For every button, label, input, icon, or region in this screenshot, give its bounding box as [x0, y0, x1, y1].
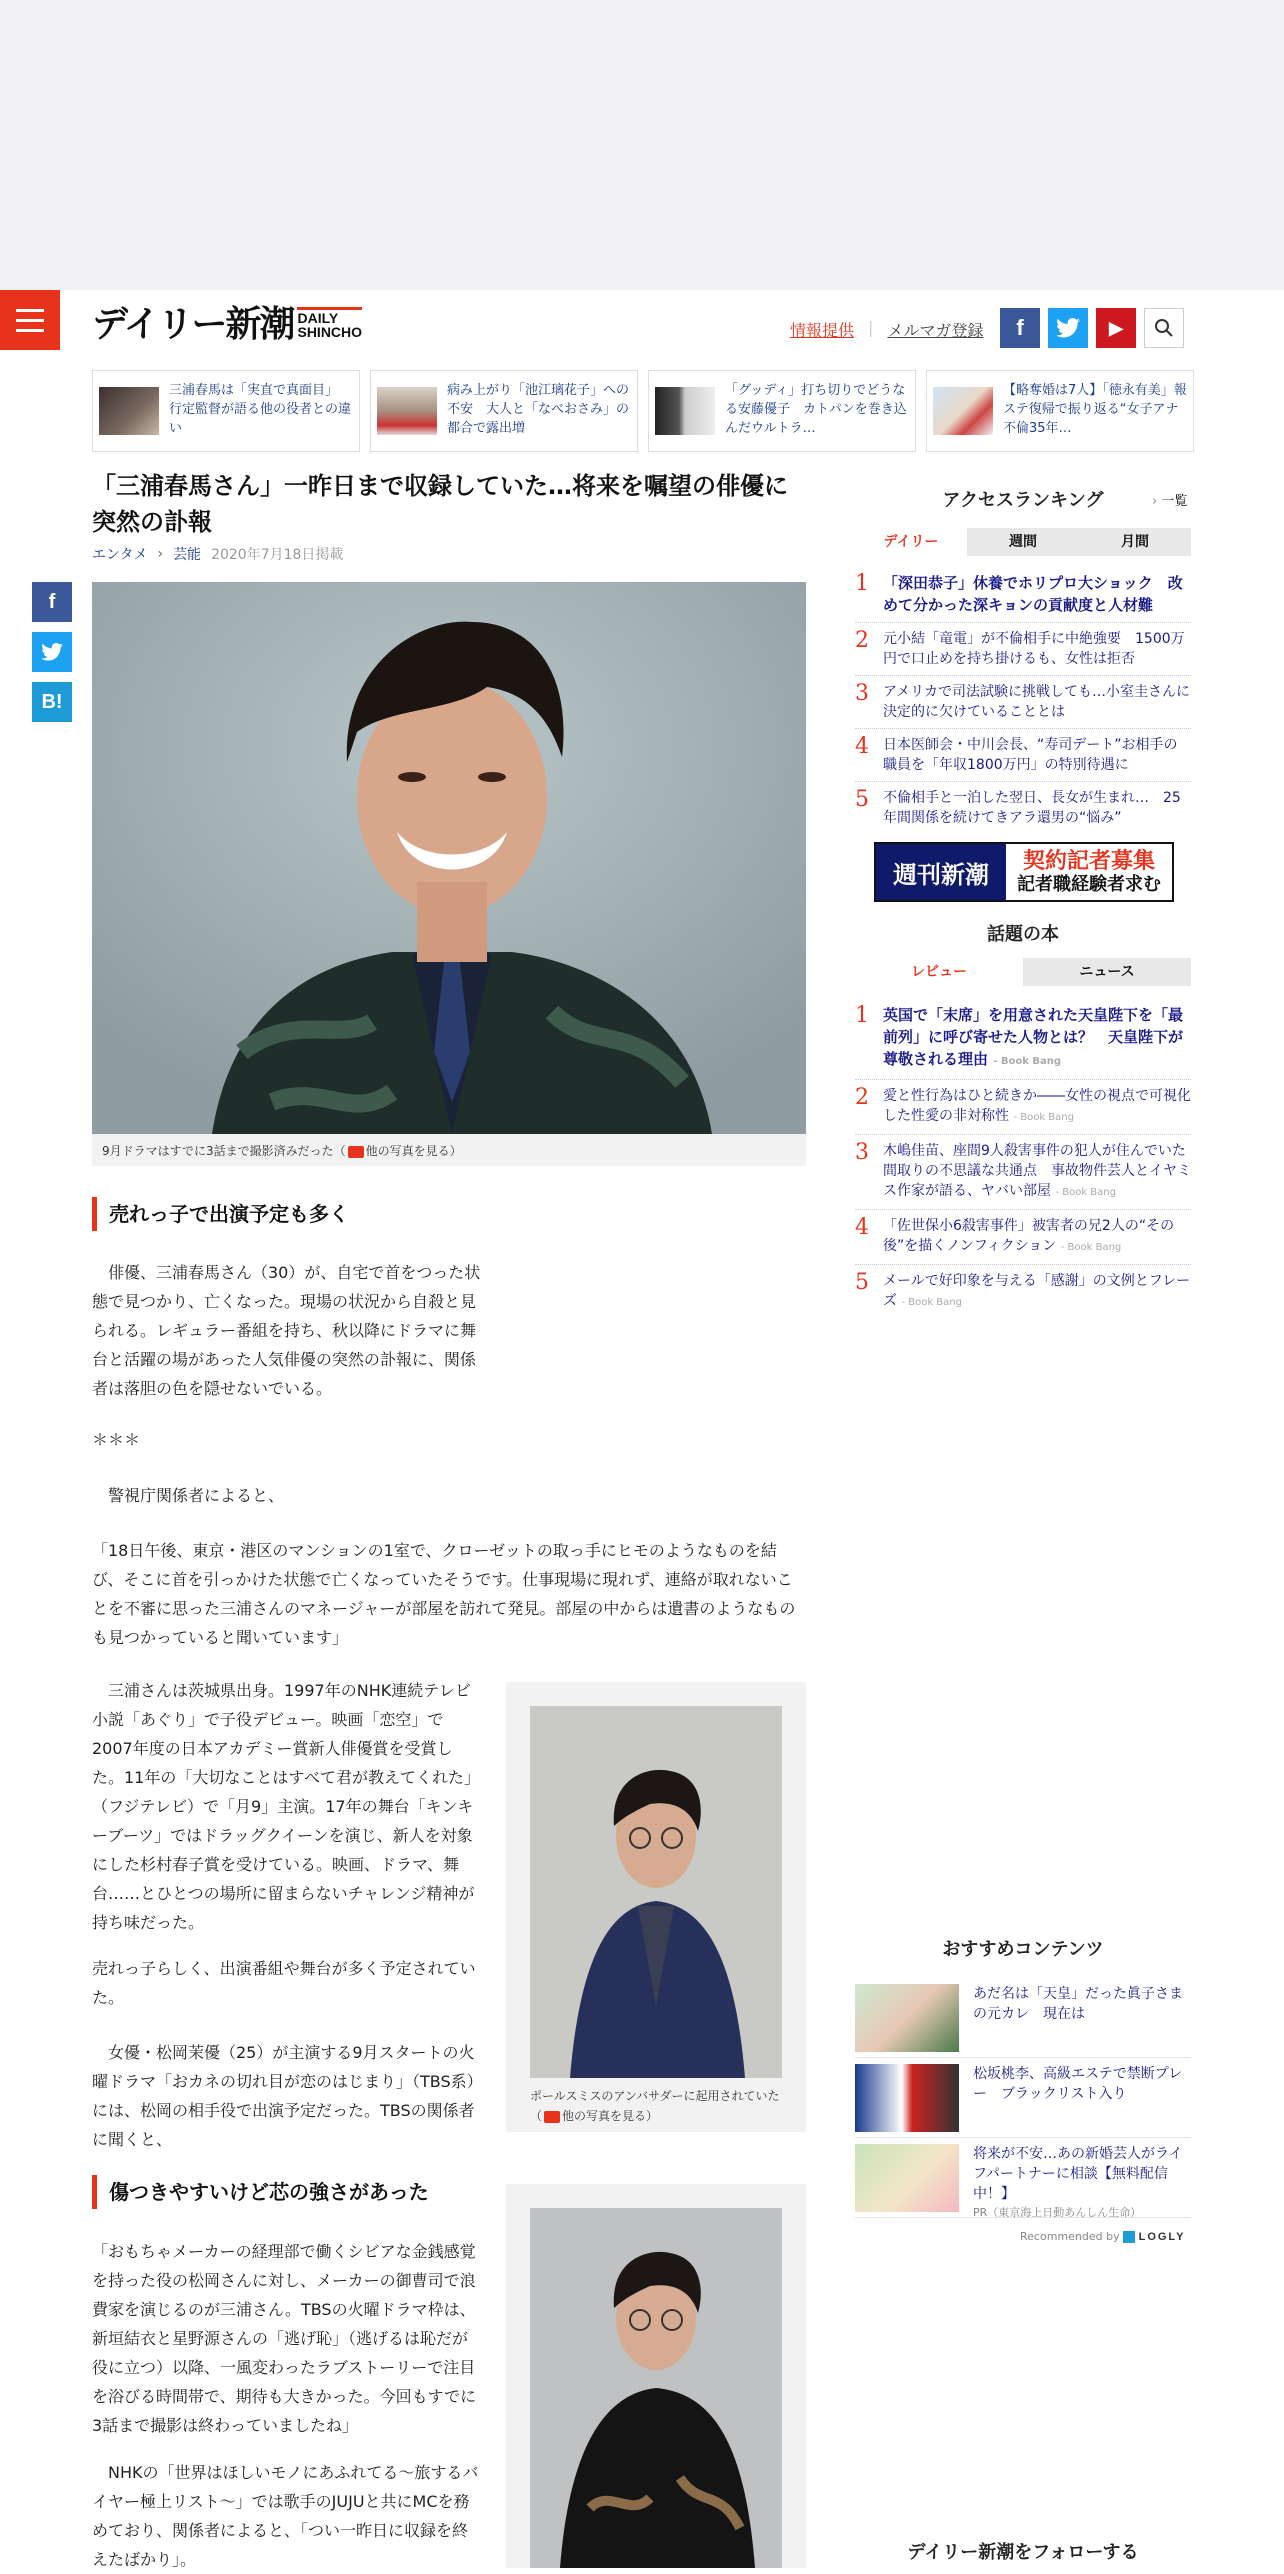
card-thumbnail [99, 387, 159, 435]
tab-news[interactable]: ニュース [1023, 958, 1191, 986]
banner-magazine-name: 週刊新潮 [876, 844, 1006, 900]
paragraph-6: 女優・松岡茉優（25）が主演する9月スタートの火曜ドラマ「おカネの切れ目が恋のはじまり」（TBS系）には、松岡の相手役で出演予定だった。TBSの関係者に聞くと、 [92, 2043, 475, 2149]
tab-daily[interactable]: デイリー [855, 528, 967, 556]
follow-heading: デイリー新潮をフォローする [907, 2542, 1139, 2563]
facebook-share-icon[interactable]: f [32, 582, 72, 622]
youtube-icon[interactable]: ▶ [1096, 308, 1136, 348]
hero-caption: 9月ドラマはすでに3話まで撮影済みだった（ 他の写真を見る） [92, 1134, 806, 1166]
header-links: 情報提供 | メルマガ登録 [790, 318, 984, 340]
logo-en: DAILY SHINCHO [297, 307, 362, 339]
book-item[interactable]: 5 メールで好印象を与える「感謝」の文例とフレーズ - Book Bang [855, 1270, 1191, 1309]
banner-text: 契約記者募集 記者職経験者求む [1017, 848, 1161, 895]
top-card[interactable] [648, 370, 916, 452]
paragraph-2: 警視庁関係者によると、 [92, 1486, 285, 1505]
article-title: 「三浦春馬さん」一昨日まで収録していた…将来を嘱望の俳優に突然の訃報 [92, 472, 788, 536]
book-item[interactable]: 4 「佐世保小6殺害事件」被害者の兄2人の“その後”を描くノンフィクション - Book Bang [855, 1210, 1191, 1265]
hero-photo[interactable] [92, 582, 806, 1134]
pr-label: PR（東京海上日動あんしん生命） [973, 2206, 1142, 2219]
camera-icon[interactable] [544, 2111, 560, 2123]
ranking-title: アクセスランキング [942, 490, 1104, 511]
tab-monthly[interactable]: 月間 [1079, 528, 1191, 556]
ranking-item[interactable]: 5 不倫相手と一泊した翌日、長女が生まれ… 25年間関係を続けてきアラ還男の“悩み” [855, 787, 1181, 826]
logo-jp: デイリー新潮 [92, 303, 294, 345]
paragraph-stars: ＊＊＊ [92, 1430, 141, 1449]
paragraph-7: 「おもちゃメーカーの経理部で働くシビアな金銭感覚を持った役の松岡さんに対し、メーカーの御曹司で浪費家を演じるのが三浦さん。TBSの火曜ドラマ枠は、新垣結衣と星野源さんの「逃げ恥」（逃げるは恥だが役に立つ）以降、一風変わったラブストーリーで注目を浴びる時間帯で、期待も大きかった。今回もすでに3話まで撮影は終わっていましたね」 [92, 2242, 477, 2435]
logly-icon [1123, 2231, 1135, 2243]
search-icon[interactable] [1144, 308, 1184, 348]
figure-1 [506, 1682, 806, 2132]
ranking-list [855, 566, 1191, 834]
tab-review[interactable]: レビュー [855, 958, 1023, 986]
paragraph-5: 売れっ子らしく、出演番組や舞台が多く予定されていた。 [92, 1959, 476, 2007]
hamburger-menu-button[interactable] [0, 290, 60, 350]
top-card[interactable] [370, 370, 638, 452]
figure-1-caption: ポールスミスのアンバサダーに起用されていた（ 他の写真を見る） [530, 2089, 780, 2123]
recommend-item[interactable]: あだ名は「天皇」だった眞子さまの元カレ 現在は [855, 1978, 1191, 2058]
twitter-icon[interactable] [1048, 308, 1088, 348]
ranking-item[interactable]: 3 アメリカで司法試験に挑戦しても…小室圭さんに決定的に欠けていることとは [855, 676, 1191, 729]
site-logo[interactable] [92, 305, 362, 343]
hatena-bookmark-icon[interactable]: B! [32, 682, 72, 722]
mail-magazine-link[interactable]: メルマガ登録 [887, 321, 984, 340]
recommend-title: おすすめコンテンツ [942, 1939, 1104, 1960]
card-thumbnail [655, 387, 715, 435]
breadcrumb-geino[interactable]: 芸能 [173, 547, 202, 563]
recommend-thumbnail [855, 2144, 959, 2212]
recommend-thumbnail [855, 1984, 959, 2052]
camera-icon[interactable] [348, 1146, 364, 1158]
section-heading-2: 傷つきやすいけど芯の強さがあった [92, 2175, 452, 2209]
paragraph-3: 「18日午後、東京・港区のマンションの1室で、クローゼットの取っ手にヒモのようなものを結び、そこに首を引っかけた状態で亡くなっていたそうです。仕事現場に現れず、連絡が取れないことを不審に思った三浦さんのマネージャーが部屋を訪れて発見。部屋の中からは遺書のようなものも見つかっていると聞いています」 [92, 1541, 796, 1647]
tab-weekly[interactable]: 週間 [967, 528, 1079, 556]
top-card[interactable] [92, 370, 360, 452]
top-card[interactable] [926, 370, 1194, 452]
twitter-share-icon[interactable] [32, 632, 72, 672]
chevron-right-icon: › [157, 546, 164, 562]
figure-1-photo[interactable] [530, 1706, 782, 2078]
card-thumbnail [377, 387, 437, 435]
chevron-right-icon: › [1152, 494, 1162, 509]
paragraph-4: 三浦さんは茨城県出身。1997年のNHK連続テレビ小説「あぐり」で子役デビュー。映画「恋空」で2007年度の日本アカデミー賞新人俳優賞を受賞した。11年の「大切なことはすべて君が教えてくれた」（フジテレビ）で「月9」主演。17年の舞台「キンキーブーツ」ではドラッグクイーンを演じ、新人を対象にした杉村春子賞を受けている。映画、ドラマ、舞台……とひとつの場所に留まらないチャレンジ精神が持ち味だった。 [92, 1681, 481, 1932]
recommend-item[interactable]: 将来が不安…あの新婚芸人がライフパートナーに相談【無料配信中！】 PR（東京海上日動あんしん生命） [855, 2138, 1191, 2218]
ranking-tabs [855, 528, 1191, 556]
ranking-item[interactable]: 1 「深田恭子」休養でホリプロ大ショック 改めて分かった深キョンの貢献度と人材難 [855, 566, 1191, 623]
paragraph-1: 俳優、三浦春馬さん（30）が、自宅で首をつった状態で見つかり、亡くなった。現場の状況から自殺と見られる。レギュラー番組を持ち、秋以降にドラマに舞台と活躍の場があった人気俳優の突然の訃報に、関係者は落胆の色を隠せないでいる。 [92, 1263, 481, 1398]
card-title: 三浦春馬は「実直で真面目」 行定監督が語る他の役者との違い [169, 383, 352, 436]
other-photos-link[interactable]: 他の写真を見る） [562, 2109, 659, 2123]
facebook-icon[interactable]: f [1000, 308, 1040, 348]
recommend-thumbnail [855, 2064, 959, 2132]
figure-2-photo[interactable] [530, 2208, 782, 2568]
publish-date: 2020年7月18日掲載 [211, 547, 344, 563]
card-title: 病み上がり「池江璃花子」への不安 大人と「なべおさみ」の都合で露出増 [447, 383, 630, 436]
ranking-item[interactable]: 2 元小結「竜電」が不倫相手に中絶強要 1500万円で口止めを持ち掛けるも、女性は拒否 [855, 623, 1191, 676]
recruit-banner[interactable] [874, 842, 1174, 902]
books-title: 話題の本 [987, 924, 1059, 945]
top-article-cards [92, 370, 1194, 452]
book-item[interactable]: 1 英国で「末席」を用意された天皇陛下を「最前列」に呼び寄せた人物とは？ 天皇陛下が尊敬される理由 - Book Bang [855, 998, 1191, 1080]
card-title: 「グッディ」打ち切りでどうなる安藤優子 カトパンを巻き込んだウルトラ… [725, 383, 907, 436]
top-ad-space [0, 0, 1284, 290]
ranking-more-link[interactable]: › 一覧 [1152, 494, 1188, 509]
books-list [855, 998, 1191, 1319]
recommend-list [855, 1978, 1191, 2218]
book-item[interactable]: 3 木嶋佳苗、座間9人殺害事件の犯人が住んでいた間取りの不思議な共通点 事故物件芸人とイヤミス作家が語る、ヤバい部屋 - Book Bang [855, 1135, 1191, 1210]
ranking-item[interactable]: 4 日本医師会・中川会長、“寿司デート”お相手の職員を「年収1800万円」の特別待遇に [855, 729, 1191, 782]
other-photos-link[interactable]: 他の写真を見る） [365, 1144, 462, 1158]
card-thumbnail [933, 387, 993, 435]
breadcrumb-entame[interactable]: エンタメ [92, 547, 148, 563]
logly-credit[interactable]: Recommended by LOGLY [1020, 2230, 1186, 2243]
info-provide-link[interactable]: 情報提供 [790, 321, 855, 340]
books-tabs [855, 958, 1191, 986]
card-title: 【略奪婚は7人】「徳永有美」報ステ復帰で振り返る“女子アナ不倫35年… [1003, 383, 1187, 436]
breadcrumb [92, 544, 343, 564]
section-heading-1: 売れっ子で出演予定も多く [92, 1197, 452, 1231]
header-social [1000, 308, 1184, 348]
figure-2 [506, 2184, 806, 2568]
recommend-item[interactable]: 松坂桃李、高級エステで禁断プレー ブラックリスト入り [855, 2058, 1191, 2138]
paragraph-8: NHKの「世界はほしいモノにあふれてる～旅するバイヤー極上リスト～」では歌手のJUJUと共にMCを務めており、関係者によると、「つい一昨日に収録を終えたばかり」。 [92, 2463, 479, 2569]
side-share-bar [32, 582, 72, 722]
book-item[interactable]: 2 愛と性行為はひと続きか――女性の視点で可視化した性愛の非対称性 - Book Bang [855, 1080, 1191, 1135]
